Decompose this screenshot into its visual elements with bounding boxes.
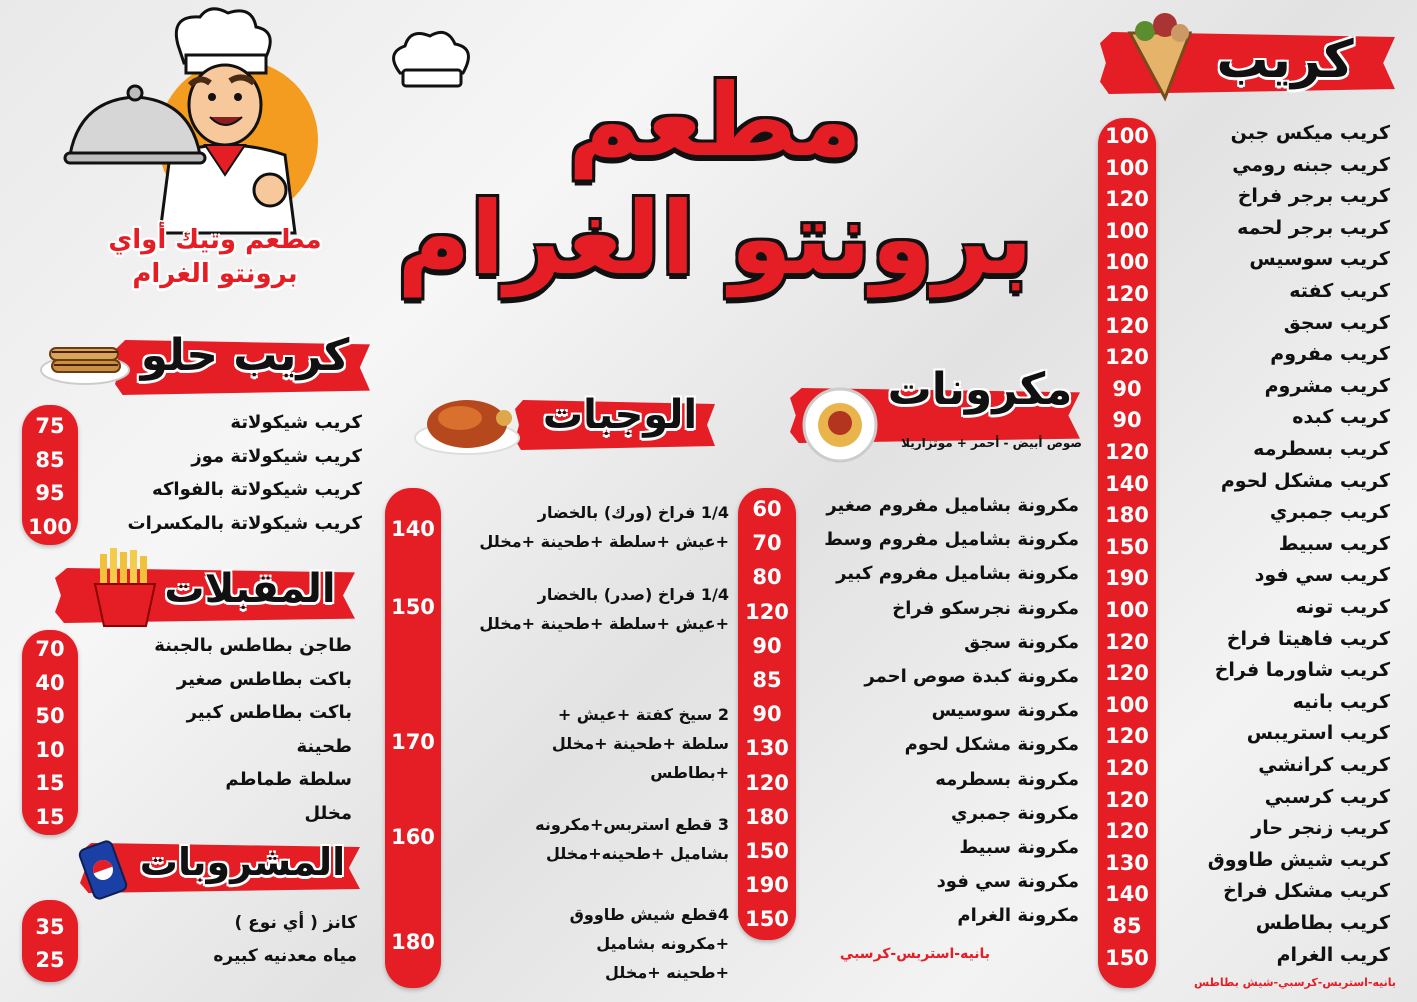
- starters-item-name: مخلل: [304, 802, 352, 824]
- crepe-item-name: كريب الغرام: [1276, 943, 1390, 966]
- pasta-item-price: 70: [752, 531, 782, 556]
- crepe-item-name: كريب سوسيس: [1249, 248, 1390, 271]
- pasta-item-name: مكرونة سبيط: [959, 837, 1079, 858]
- crepe-item-price: 90: [1112, 408, 1142, 433]
- crepe-item-price: 100: [1105, 250, 1149, 275]
- crepe-heading: كريب: [1216, 30, 1354, 90]
- meals-item-price: 140: [391, 517, 435, 541]
- pasta-item-price: 130: [745, 736, 789, 761]
- pasta-item-name: مكرونة سجق: [964, 631, 1079, 653]
- pasta-item-name: مكرونة سوسيس: [931, 700, 1079, 722]
- crepe-item-price: 140: [1105, 471, 1149, 496]
- crepe-item-price: 140: [1105, 882, 1149, 907]
- pasta-item-price: 90: [752, 702, 782, 727]
- sweet-item-price: 75: [35, 414, 65, 438]
- pasta-item-price: 80: [752, 565, 782, 590]
- pasta-item-name: مكرونة بشاميل مفروم كبير: [836, 563, 1079, 585]
- meals-item-line2: سلطة +طحينة +مخلل: [551, 734, 729, 753]
- crepe-item-price: 150: [1105, 945, 1149, 970]
- drinks-item-name: كانز ( أي نوع ): [234, 913, 357, 933]
- crepe-item-price: 120: [1105, 282, 1149, 306]
- meals-item-line1: 1/4 فراخ (ورك) بالخضار: [537, 503, 729, 522]
- pasta-heading: مكرونات: [887, 364, 1073, 415]
- meals-item-line2: +مكرونه بشاميل: [596, 934, 729, 953]
- drinks-item-price: 35: [35, 915, 65, 939]
- pasta-item-name: مكرونة مشكل لحوم: [904, 734, 1079, 756]
- meals-item-line1: 3 قطع استربس+مكرونه: [535, 815, 729, 834]
- crepe-item-price: 120: [1105, 313, 1149, 338]
- crepe-item-price: 90: [1112, 376, 1142, 401]
- drinks-item-price: 25: [35, 948, 65, 972]
- chef-mascot-icon: [60, 5, 360, 235]
- crepe-item-name: كريب كبده: [1292, 406, 1390, 429]
- pasta-item-name: مكرونة بسطرمه: [935, 768, 1079, 790]
- roast-chicken-icon: [412, 388, 522, 458]
- sweet-item-price: 100: [28, 514, 72, 539]
- crepe-item-name: كريب بسطرمه: [1253, 438, 1390, 460]
- pasta-item-name: مكرونة بشاميل مفروم وسط: [824, 529, 1079, 551]
- crepe-item-name: كريب كرانشي: [1258, 754, 1390, 776]
- logo-line2: برونتو الغرام: [132, 259, 298, 289]
- sweet-item-name: كريب شيكولاتة: [230, 412, 362, 433]
- pasta-item-name: مكرونة جمبري: [950, 802, 1079, 824]
- starters-item-price: 10: [35, 737, 65, 762]
- meals-item-line1: 4قطع شيش طاووق: [569, 905, 729, 924]
- restaurant-title-line1: مطعم: [567, 62, 863, 179]
- crepe-item-price: 120: [1105, 661, 1149, 686]
- crepe-food-icon: [1120, 3, 1200, 103]
- pasta-item-name: مكرونة بشاميل مفروم صغير: [826, 495, 1079, 516]
- pasta-item-name: مكرونة سي فود: [936, 871, 1079, 893]
- meals-item-line2: +عيش +سلطة +طحينة +مخلل: [479, 532, 729, 551]
- pasta-item-price: 150: [745, 907, 789, 932]
- crepe-item-name: كريب سي فود: [1254, 564, 1390, 587]
- pasta-item-price: 85: [752, 668, 782, 692]
- crepe-item-name: كريب جبنه رومي: [1232, 153, 1390, 176]
- pasta-sub-note: صوص أبيض - أحمر + موتزاريلا: [901, 436, 1082, 450]
- pasta-footer-note: بانيه-استربس-كرسبي: [839, 946, 991, 962]
- starters-item-price: 70: [35, 637, 65, 661]
- logo-line1: مطعم وتيك أواي: [108, 225, 322, 255]
- meals-item-line3: +طحينه +مخلل: [605, 963, 729, 982]
- starters-item-price: 50: [35, 704, 65, 728]
- crepe-item-name: كريب تونه: [1295, 596, 1390, 618]
- meals-item-line1: 2 سيخ كفتة +عيش +: [557, 705, 729, 724]
- meals-item-price: 170: [391, 729, 435, 754]
- pasta-item-price: 120: [745, 770, 789, 795]
- crepe-item-name: كريب بانيه: [1292, 690, 1390, 713]
- crepe-item-price: 120: [1105, 756, 1149, 780]
- crepe-item-name: كريب بطاطس: [1255, 912, 1390, 934]
- starters-item-name: باكت بطاطس كبير: [186, 702, 352, 723]
- meals-item-line3: +بطاطس: [650, 763, 729, 782]
- crepe-item-price: 120: [1105, 345, 1149, 370]
- crepe-item-price: 120: [1105, 819, 1149, 844]
- crepe-item-name: كريب مفروم: [1270, 343, 1390, 366]
- crepe-item-name: كريب برجر فراخ: [1237, 185, 1390, 208]
- crepe-item-name: كريب مشكل فراخ: [1223, 880, 1390, 903]
- sweet-item-name: كريب شيكولاتة موز: [191, 445, 362, 467]
- meals-item-price: 150: [391, 595, 435, 619]
- sweet-item-name: كريب شيكولاتة بالفواكه: [152, 479, 362, 500]
- crepe-item-name: كريب سجق: [1283, 311, 1390, 334]
- meals-item-price: 180: [391, 929, 435, 954]
- crepe-item-price: 120: [1105, 724, 1149, 749]
- meals-item-line2: بشاميل +طحينه+مخلل: [545, 844, 729, 863]
- starters-item-price: 15: [35, 804, 65, 829]
- crepe-item-price: 120: [1105, 629, 1149, 654]
- crepe-item-name: كريب فاهيتا فراخ: [1226, 627, 1390, 650]
- crepe-item-price: 150: [1105, 534, 1149, 559]
- crepe-item-price: 85: [1112, 914, 1142, 938]
- pasta-item-name: مكرونة كبدة صوص احمر: [864, 666, 1079, 687]
- pasta-item-price: 150: [745, 839, 789, 863]
- crepe-item-name: كريب شاورما فراخ: [1214, 659, 1390, 682]
- sweet-item-name: كريب شيكولاتة بالمكسرات: [127, 512, 362, 534]
- sweet-item-price: 85: [35, 447, 65, 472]
- starters-item-price: 15: [35, 771, 65, 795]
- meals-item-price: 160: [391, 825, 435, 849]
- crepe-item-price: 120: [1105, 440, 1149, 464]
- crepe-item-price: 180: [1105, 503, 1149, 528]
- crepe-footer-note: بانيه-استربس-كرسبي-شيش بطاطس: [1193, 976, 1397, 989]
- crepe-item-name: كريب جمبري: [1269, 501, 1390, 524]
- restaurant-title-line2: برونتو الغرام: [397, 180, 1033, 297]
- pasta-item-price: 120: [745, 599, 789, 624]
- pasta-item-name: مكرونة نجرسكو فراخ: [892, 597, 1079, 619]
- pasta-item-price: 60: [752, 497, 782, 521]
- crepe-item-price: 100: [1105, 124, 1149, 148]
- pasta-item-price: 180: [745, 804, 789, 829]
- pasta-item-name: مكرونة الغرام: [957, 905, 1079, 927]
- sweet-heading: كريب حلو: [140, 330, 350, 381]
- crepe-item-price: 120: [1105, 787, 1149, 812]
- crepe-item-name: كريب مشروم: [1264, 374, 1390, 397]
- pasta-item-price: 90: [752, 633, 782, 658]
- sweet-crepe-icon: [38, 330, 133, 390]
- drinks-item-name: مياه معدنيه كبيره: [213, 946, 357, 966]
- starters-item-name: طحينة: [296, 735, 352, 757]
- meals-heading: الوجبات: [542, 392, 698, 438]
- crepe-item-price: 100: [1105, 598, 1149, 622]
- crepe-item-name: كريب استريبس: [1246, 722, 1390, 745]
- starters-item-name: باكت بطاطس صغير: [176, 668, 352, 690]
- crepe-item-name: كريب كرسبي: [1264, 785, 1390, 808]
- crepe-item-price: 100: [1105, 692, 1149, 717]
- crepe-item-name: كريب ميكس جبن: [1230, 122, 1390, 144]
- meals-item-line1: 1/4 فراخ (صدر) بالخضار: [537, 585, 729, 604]
- starters-heading: المقبلات: [164, 566, 336, 612]
- sweet-item-price: 95: [35, 481, 65, 505]
- pasta-plate-icon: [800, 385, 880, 465]
- logo: [60, 5, 360, 305]
- crepe-item-name: كريب برجر لحمه: [1237, 216, 1390, 239]
- crepe-item-price: 130: [1105, 850, 1149, 875]
- crepe-item-name: كريب شيش طاووق: [1207, 848, 1390, 871]
- crepe-item-name: كريب سبيط: [1278, 532, 1390, 555]
- crepe-item-price: 120: [1105, 187, 1149, 212]
- drinks-heading: المشروبات: [139, 840, 346, 884]
- crepe-item-name: كريب زنجر حار: [1251, 817, 1390, 840]
- meals-item-line2: +عيش +سلطة +طحينة +مخلل: [479, 614, 729, 633]
- crepe-item-name: كريب مشكل لحوم: [1220, 469, 1390, 492]
- crepe-item-price: 100: [1105, 155, 1149, 180]
- crepe-item-price: 190: [1105, 566, 1149, 591]
- starters-item-name: سلطة طماطم: [225, 769, 352, 790]
- starters-item-name: طاجن بطاطس بالجبنة: [154, 635, 352, 656]
- pasta-item-price: 190: [745, 873, 789, 898]
- crepe-item-price: 100: [1105, 218, 1149, 243]
- crepe-item-name: كريب كفته: [1289, 280, 1390, 302]
- starters-item-price: 40: [35, 670, 65, 695]
